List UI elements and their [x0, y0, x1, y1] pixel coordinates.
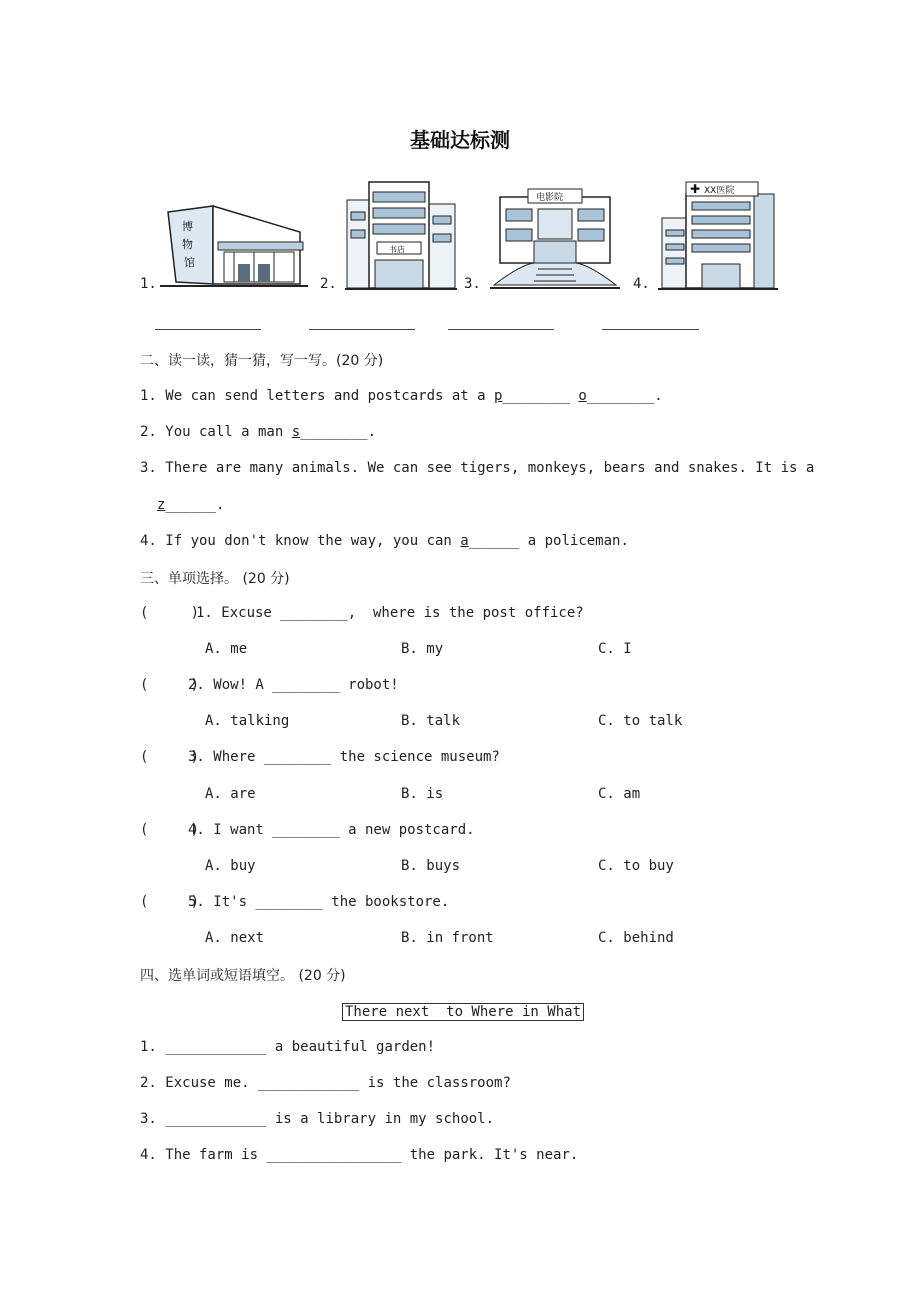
s3-q1-stem: 1. Excuse ________, where is the post office? [196, 605, 584, 621]
s3-q4-stem: 4. I want ________ a new postcard. [188, 822, 475, 838]
s3-q5-stem: 5. It's ________ the bookstore. [188, 894, 450, 910]
s3-q2-option-b[interactable]: B. talk [401, 713, 461, 729]
s3-q1-answer-paren[interactable]: ( ) [140, 605, 200, 621]
s3-q2-option-c[interactable]: C. to talk [598, 713, 683, 729]
museum-icon [158, 202, 310, 292]
cinema-icon [490, 185, 620, 291]
answer-line-4[interactable] [602, 329, 699, 330]
bookstore-icon [345, 180, 457, 292]
s3-q1-option-c[interactable]: C. I [598, 641, 632, 657]
s4-q3-blank[interactable]: ____________ [165, 1111, 267, 1127]
museum-sign-3: 馆 [184, 256, 195, 269]
word-box: There next to Where in What [342, 1004, 584, 1020]
answer-line-1[interactable] [155, 329, 261, 330]
s2-question-1: 1. We can send letters and postcards at a p________ o________. [140, 388, 663, 404]
s3-q4-answer-paren[interactable]: ( ) [140, 822, 200, 838]
hospital-icon [658, 180, 778, 292]
bookstore-sign: 书店 [389, 245, 405, 254]
picture-number-4: 4. [633, 276, 650, 292]
svg-text:✚: ✚ [690, 182, 701, 196]
s3-q4-option-c[interactable]: C. to buy [598, 858, 674, 874]
page-title: 基础达标测 [410, 128, 510, 152]
museum-sign-1: 博 [182, 220, 193, 233]
s3-q4-option-b[interactable]: B. buys [401, 858, 461, 874]
s3-q2-answer-paren[interactable]: ( ) [140, 677, 200, 693]
s4-question-3: 3. ____________ is a library in my school. [140, 1111, 495, 1127]
section2-heading: 二、读一读，猜一猜，写一写。(20 分) [140, 353, 384, 369]
museum-sign-2: 物 [182, 238, 193, 251]
s3-q3-stem: 3. Where ________ the science museum? [188, 749, 500, 765]
s4-question-2: 2. Excuse me. ____________ is the classroom? [140, 1075, 511, 1091]
s2-question-3-answer: z______. [157, 497, 225, 513]
s3-q3-answer-paren[interactable]: ( ) [140, 749, 200, 765]
s4-q2-blank[interactable]: ____________ [258, 1075, 360, 1091]
s4-q1-blank[interactable]: ____________ [165, 1039, 267, 1055]
s4-q4-blank[interactable]: ________________ [266, 1147, 402, 1163]
picture-number-1: 1. [140, 276, 157, 292]
picture-number-2: 2. [320, 276, 337, 292]
picture-number-3: 3. [464, 276, 481, 292]
s4-question-4: 4. The farm is ________________ the park. It's near. [140, 1147, 579, 1163]
s3-q4-option-a[interactable]: A. buy [205, 858, 256, 874]
section3-heading: 三、单项选择。 (20 分) [140, 571, 290, 587]
s3-q1-option-b[interactable]: B. my [401, 641, 444, 657]
s2-question-4: 4. If you don't know the way, you can a______ a policeman. [140, 533, 629, 549]
s3-q2-stem: 2. Wow! A ________ robot! [188, 677, 399, 693]
s3-q3-option-a[interactable]: A. are [205, 786, 256, 802]
answer-line-2[interactable] [309, 329, 415, 330]
s3-q3-option-c[interactable]: C. am [598, 786, 641, 802]
s3-q5-option-b[interactable]: B. in front [401, 930, 494, 946]
s2-question-2: 2. You call a man s________. [140, 424, 377, 440]
section4-heading: 四、选单词或短语填空。 (20 分) [140, 968, 346, 984]
s2-question-3: 3. There are many animals. We can see tigers, monkeys, bears and snakes. It is a [140, 460, 815, 476]
s3-q3-option-b[interactable]: B. is [401, 786, 444, 802]
s3-q5-answer-paren[interactable]: ( ) [140, 894, 200, 910]
s3-q2-option-a[interactable]: A. talking [205, 713, 290, 729]
s3-q5-option-a[interactable]: A. next [205, 930, 265, 946]
s3-q5-option-c[interactable]: C. behind [598, 930, 674, 946]
s3-q1-option-a[interactable]: A. me [205, 641, 248, 657]
s4-question-1: 1. ____________ a beautiful garden! [140, 1039, 436, 1055]
answer-line-3[interactable] [448, 329, 554, 330]
hospital-sign: XX医院 [704, 186, 735, 196]
cinema-sign: 电影院 [536, 193, 564, 203]
